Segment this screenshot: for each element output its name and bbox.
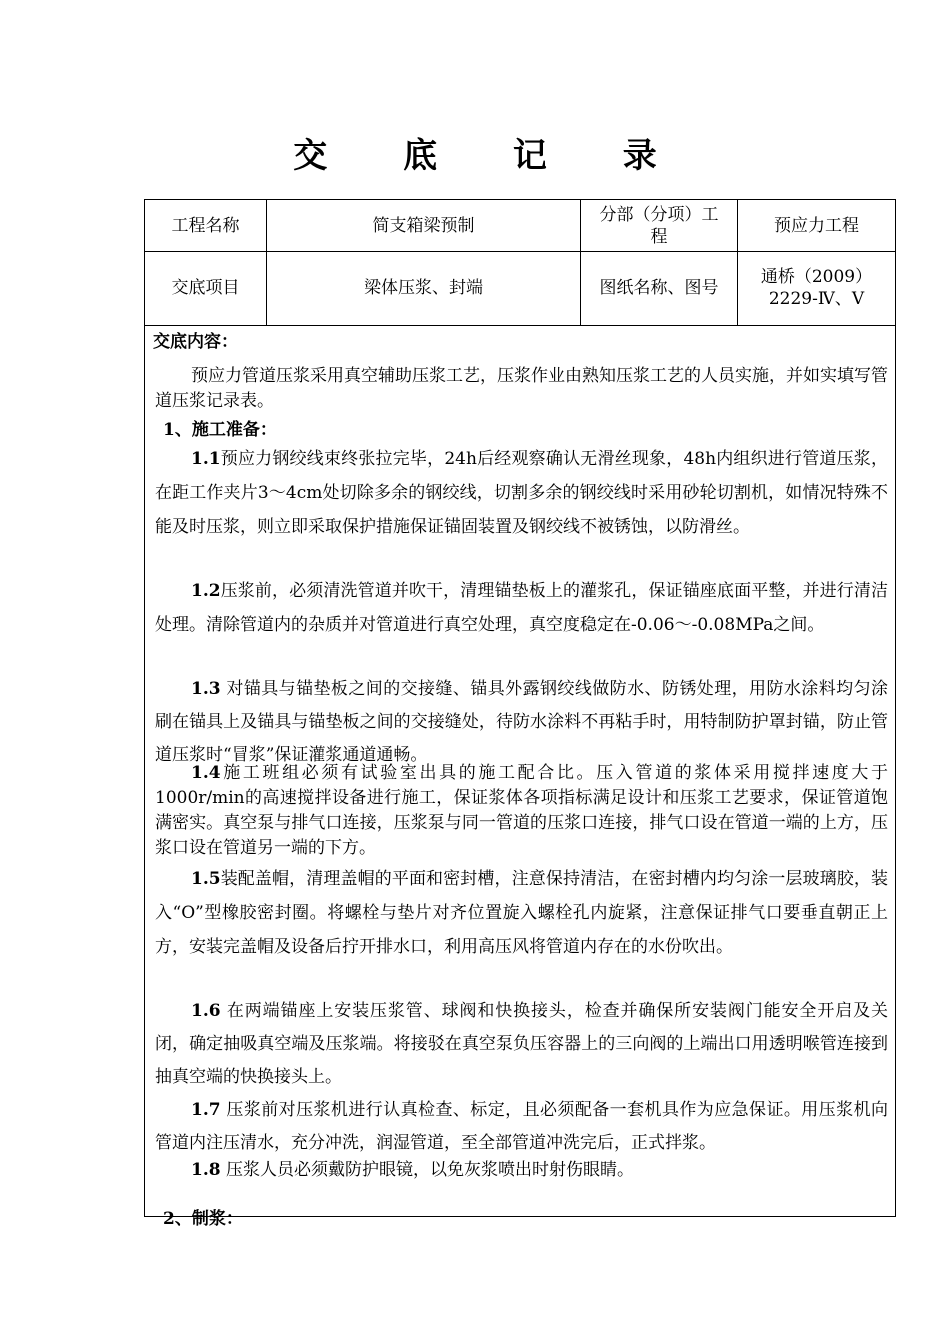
document-title: 交 底 记 录 xyxy=(293,136,689,176)
header-row-project xyxy=(145,200,895,252)
record-table xyxy=(144,199,896,1229)
item-text: 压浆人员必须戴防护眼镜，以免灰浆喷出时射伤眼睛。 xyxy=(220,1160,634,1180)
item-1-8 xyxy=(155,1158,888,1183)
item-1-6 xyxy=(155,995,888,1094)
item-number: 1.5 xyxy=(191,869,221,889)
item-number: 1.3 xyxy=(191,679,221,699)
item-text: 对锚具与锚垫板之间的交接缝、锚具外露钢绞线做防水、防锈处理，用防水涂料均匀涂刷在锚具上及锚具与锚垫板之间的交接缝处，待防水涂料不再粘手时，用特制防护罩封锚，防止管道压浆时“冒浆”保证灌浆通道通畅。 xyxy=(155,679,888,765)
item-text: 在两端锚座上安装压浆管、球阀和快换接头，检查并确保所安装阀门能安全开启及关闭，确定抽吸真空端及压浆端。将接驳在真空泵负压容器上的三向阀的上端出口用透明喉管连接到抽真空端的快换接头上。 xyxy=(155,1001,888,1087)
section-1-heading: 1、施工准备： xyxy=(163,420,277,440)
item-text: 装配盖帽，清理盖帽的平面和密封槽，注意保持清洁，在密封槽内均匀涂一层玻璃胶，装入“O”型橡胶密封圈。将螺栓与垫片对齐位置旋入螺栓孔内旋紧，注意保证排气口要垂直朝正上方，安装完盖帽及设备后拧开排水口，利用高压风将管道内存在的水份吹出。 xyxy=(155,869,888,957)
item-text: 预应力钢绞线束终张拉完毕，24h后经观察确认无滑丝现象，48h内组织进行管道压浆，在距工作夹片3～4cm处切除多余的钢绞线，切割多余的钢绞线时采用砂轮切割机，如情况特殊不能及时压浆，则立即采取保护措施保证锚固装置及钢绞线不被锈蚀，以防滑丝。 xyxy=(155,449,888,537)
sub-project-label: 分部（分项）工程 xyxy=(581,200,738,251)
item-text: 压浆前对压浆机进行认真检查、标定，且必须配备一套机具作为应急保证。用压浆机向管道内注压清水，充分冲洗，润湿管道，至全部管道冲洗完后，正式拌浆。 xyxy=(155,1100,888,1153)
drawing-value: 通桥（2009）2229-Ⅳ、Ⅴ xyxy=(760,267,873,309)
item-text: 压浆前，必须清洗管道并吹干，清理锚垫板上的灌浆孔，保证锚座底面平整，并进行清洁处理。清除管道内的杂质并对管道进行真空处理，真空度稳定在-0.06～-0.08MPa之间。 xyxy=(155,581,888,635)
item-number: 1.6 xyxy=(191,1001,221,1021)
item-number: 1.1 xyxy=(191,449,221,469)
item-1-1 xyxy=(155,442,888,544)
item-1-7 xyxy=(155,1094,888,1160)
item-1-2 xyxy=(155,574,888,642)
intro-paragraph xyxy=(155,364,888,414)
section-2-heading: 2、制浆： xyxy=(163,1209,243,1229)
item-1-5 xyxy=(155,862,888,964)
sub-project-value: 预应力工程 xyxy=(774,215,859,236)
item-value: 梁体压浆、封端 xyxy=(267,251,581,325)
item-1-4 xyxy=(155,761,888,861)
content-label: 交底内容： xyxy=(153,332,238,352)
item-label: 交底项目 xyxy=(145,251,267,325)
item-number: 1.7 xyxy=(191,1100,221,1120)
project-name-label: 工程名称 xyxy=(145,200,267,251)
item-1-3 xyxy=(155,673,888,772)
item-number: 1.4 xyxy=(191,763,221,783)
intro-text: 预应力管道压浆采用真空辅助压浆工艺，压浆作业由熟知压浆工艺的人员实施，并如实填写管道压浆记录表。 xyxy=(155,366,888,411)
item-number: 1.2 xyxy=(191,581,221,601)
project-name-value: 简支箱梁预制 xyxy=(267,200,581,251)
drawing-label: 图纸名称、图号 xyxy=(581,251,738,325)
header-row-item xyxy=(145,251,895,326)
item-number: 1.8 xyxy=(191,1160,221,1180)
item-text: 施工班组必须有试验室出具的施工配合比。压入管道的浆体采用搅拌速度大于1000r/min的高速搅拌设备进行施工，保证浆体各项指标满足设计和压浆工艺要求，保证管道饱满密实。真空泵与排气口连接，压浆泵与同一管道的压浆口连接，排气口设在管道一端的上方，压浆口设在管道另一端的下方。 xyxy=(155,763,888,858)
